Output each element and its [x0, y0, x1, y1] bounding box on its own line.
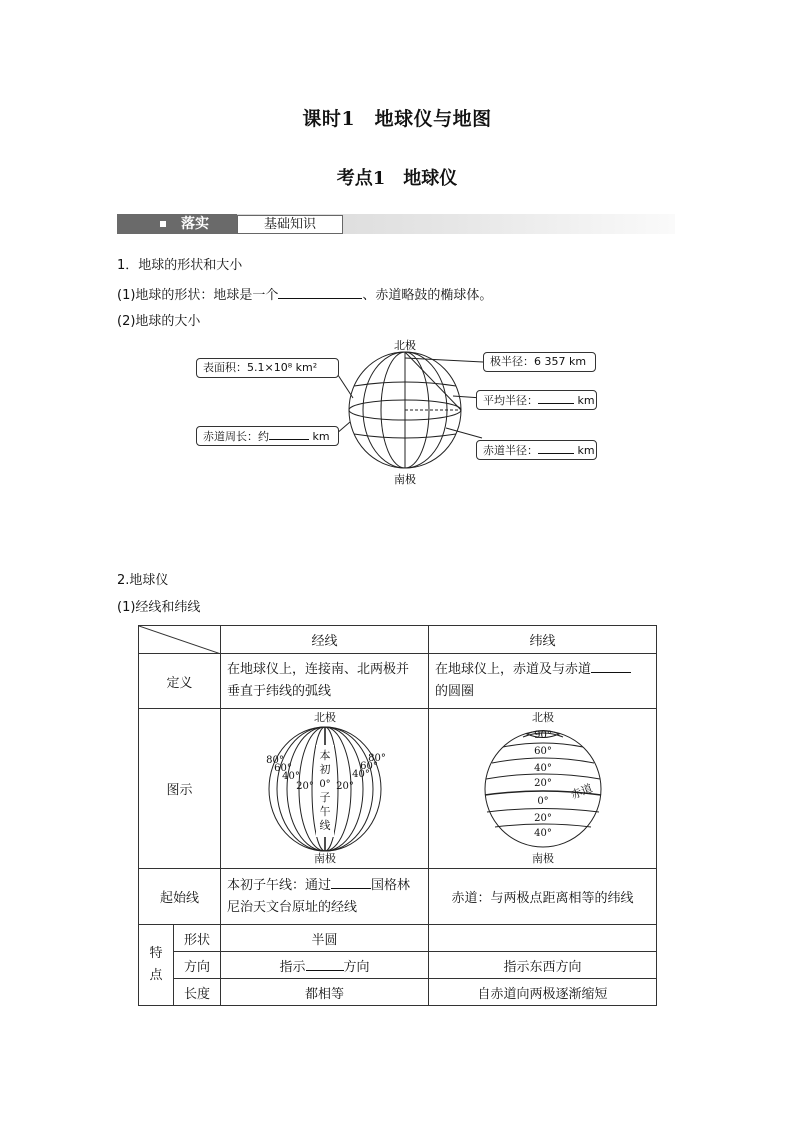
direction-parallel-cell: 指示东西方向 [429, 952, 657, 979]
east-longitude-label: 80° [368, 753, 386, 764]
east-longitude-label: 60° [360, 761, 378, 772]
banner-tag [117, 214, 237, 234]
equator-radius-unit: km [577, 444, 595, 457]
meridian-south-label: 南极 [314, 852, 336, 864]
parallel-globe-figure [429, 709, 657, 864]
prime-meridian-char: 本 [319, 749, 331, 762]
def-meridian-cell [221, 654, 429, 709]
row-label-definition: 定义 [139, 654, 221, 709]
latitude-label: 40° [534, 763, 552, 774]
west-longitude-label: 40° [282, 771, 300, 782]
square-bullet-icon [160, 221, 166, 227]
latitude-label: 60° [534, 746, 552, 757]
table-row [139, 952, 657, 979]
fill-blank [591, 660, 631, 673]
east-longitude-label: 40° [352, 769, 370, 780]
meridian-north-label: 北极 [314, 711, 336, 724]
fill-blank [538, 391, 574, 404]
parallel-north-label: 北极 [532, 711, 554, 724]
start-meridian-text-after: 国格林 [371, 877, 411, 893]
prime-meridian-char: 子 [319, 791, 331, 804]
parallel-south-label: 南极 [532, 852, 554, 864]
diagonal-line [139, 626, 221, 654]
direction-meridian-cell [221, 952, 429, 979]
south-pole-label: 南极 [394, 473, 416, 486]
length-parallel-cell: 自赤道向两极逐渐缩短 [429, 979, 657, 1006]
shape-parallel-cell [429, 925, 657, 952]
mean-radius-callout [476, 390, 597, 410]
header-meridian: 经线 [221, 626, 429, 654]
mean-radius-unit: km [577, 394, 595, 407]
def-parallel-line1 [435, 659, 650, 681]
fill-blank [269, 427, 309, 440]
parallel-figure-cell [429, 709, 657, 869]
latitude-label: 0° [537, 796, 549, 807]
equator-label: 赤道 [569, 781, 595, 802]
start-meridian-line1 [227, 875, 422, 897]
meridian-parallel-table [138, 625, 657, 1006]
shape-meridian-cell: 半圆 [221, 925, 429, 952]
fill-blank [278, 286, 362, 299]
table-row [139, 925, 657, 952]
start-meridian-line2: 尼治天文台原址的经线 [227, 899, 358, 915]
shape-text-before: (1)地球的形状：地球是一个 [117, 288, 279, 303]
def-parallel-line2: 的圆圈 [435, 684, 475, 699]
start-meridian-cell [221, 869, 429, 925]
features-label-text: 特点 [149, 946, 163, 983]
west-longitude-label: 20° [296, 781, 314, 792]
polar-radius-callout: 极半径：6 357 km [483, 352, 596, 372]
header-parallel: 纬线 [429, 626, 657, 654]
west-longitude-label: 60° [274, 763, 292, 774]
feature-shape-label: 形状 [174, 925, 221, 952]
table-row [139, 979, 657, 1006]
fill-blank [306, 958, 344, 971]
feature-direction-label: 方向 [174, 952, 221, 979]
s1-shape-line [117, 286, 492, 304]
banner-label: 基础知识 [237, 215, 343, 234]
length-meridian-cell: 都相等 [221, 979, 429, 1006]
table-row [139, 869, 657, 925]
def-meridian-line1: 在地球仪上，连接南、北两极并 [227, 662, 410, 677]
equator-length-unit: km [312, 430, 330, 443]
diagonal-header-cell [139, 626, 221, 654]
latitude-label: 20° [534, 813, 552, 824]
meridian-figure-cell [221, 709, 429, 869]
zero-degree-label: 0° [319, 779, 331, 790]
row-label-figure: 图示 [139, 709, 221, 869]
latitude-label: 90° [534, 730, 552, 741]
west-longitude-label: 80° [266, 755, 284, 766]
equator-radius-callout [476, 440, 597, 460]
def-meridian-line2: 垂直于纬线的弧线 [227, 684, 332, 699]
start-meridian-text: 本初子午线：通过 [227, 877, 332, 893]
shape-text-after: 、赤道略鼓的椭球体。 [362, 288, 493, 303]
fill-blank [538, 441, 574, 454]
prime-meridian-char: 午 [319, 805, 331, 818]
start-parallel-cell: 赤道：与两极点距离相等的纬线 [429, 869, 657, 925]
north-pole-label: 北极 [394, 339, 416, 352]
s2-sub-heading: (1)经线和纬线 [117, 600, 201, 615]
prime-meridian-char: 初 [319, 763, 331, 776]
east-longitude-label: 20° [336, 781, 354, 792]
s1-size-heading: (2)地球的大小 [117, 314, 201, 329]
feature-length-label: 长度 [174, 979, 221, 1006]
table-row [139, 654, 657, 709]
mean-radius-label: 平均半径： [483, 394, 538, 407]
fill-blank [331, 876, 371, 889]
row-label-features [139, 925, 174, 1006]
direction-meridian-text: 指示 [279, 959, 306, 975]
table-header-row [139, 626, 657, 654]
row-label-start-line: 起始线 [139, 869, 221, 925]
def-parallel-cell [429, 654, 657, 709]
surface-area-callout: 表面积：5.1×10⁸ km² [196, 358, 339, 378]
equator-radius-label: 赤道半径： [483, 444, 538, 457]
lesson-title: 课时1 地球仪与地图 [302, 108, 492, 130]
meridian-globe-figure [221, 709, 429, 864]
def-parallel-text: 在地球仪上，赤道及与赤道 [435, 662, 592, 677]
equator-length-callout [196, 426, 339, 446]
s1-heading: 1．地球的形状和大小 [117, 258, 243, 273]
banner-tag-label: 落实 [181, 216, 209, 232]
latitude-label: 20° [534, 778, 552, 789]
section-title: 考点1 地球仪 [336, 168, 458, 189]
s2-heading: 2.地球仪 [117, 573, 169, 588]
latitude-label: 40° [534, 828, 552, 839]
equator-length-label: 赤道周长：约 [203, 430, 269, 443]
direction-meridian-text-after: 方向 [343, 959, 370, 975]
table-row [139, 709, 657, 869]
prime-meridian-char: 线 [319, 819, 331, 832]
